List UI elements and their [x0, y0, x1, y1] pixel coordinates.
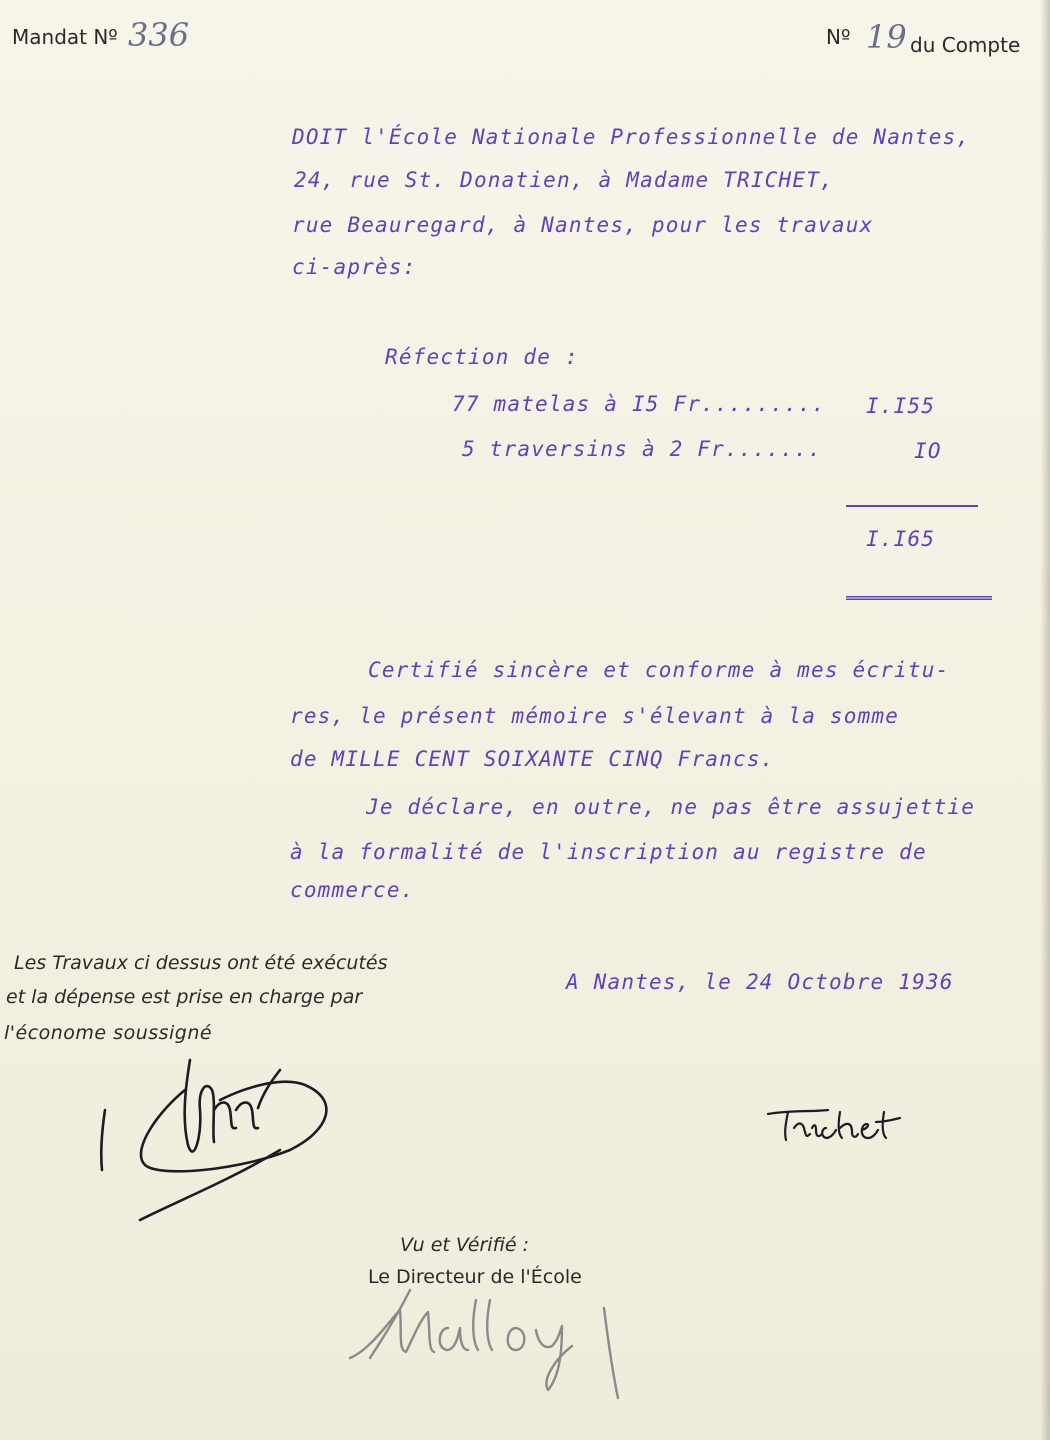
econome-signature	[90, 1030, 350, 1230]
declaration-line-3: commerce.	[290, 878, 415, 902]
work-item-2-description: 5 traversins à 2 Fr.......	[462, 437, 822, 461]
compte-number: 19	[866, 18, 907, 56]
certification-line-2: res, le présent mémoire s'élevant à la somme	[290, 704, 900, 728]
econome-stamp-line-2: et la dépense est prise en charge par	[6, 986, 363, 1008]
certification-line-3: de MILLE CENT SOIXANTE CINQ Francs.	[290, 747, 775, 771]
compte-number-label: Nº	[826, 25, 851, 49]
work-item-2-amount: IO	[914, 439, 942, 463]
mandat-number: 336	[128, 16, 190, 54]
mandat-label: Mandat Nº	[12, 25, 118, 49]
date-line: A Nantes, le 24 Octobre 1936	[566, 970, 954, 994]
verification-stamp-line-2: Le Directeur de l'École	[368, 1266, 582, 1288]
works-heading: Réfection de :	[385, 345, 579, 369]
verification-stamp-line-1: Vu et Vérifié :	[400, 1234, 529, 1256]
declaration-line-2: à la formalité de l'inscription au registre de	[290, 840, 927, 864]
addressee-line-2: 24, rue St. Donatien, à Madame TRICHET,	[294, 168, 834, 192]
declaration-line-1: Je déclare, en outre, ne pas être assujettie	[366, 795, 976, 819]
addressee-line-1: DOIT l'École Nationale Professionnelle de Nantes,	[292, 125, 971, 149]
econome-stamp-line-3: l'économe soussigné	[4, 1022, 213, 1044]
page-edge-shadow	[1040, 0, 1050, 1440]
director-signature	[340, 1280, 660, 1400]
work-item-1-amount: I.I55	[866, 394, 936, 418]
subtotal-rule	[846, 505, 978, 507]
addressee-line-3: rue Beauregard, à Nantes, pour les travaux	[292, 213, 874, 237]
econome-stamp-line-1: Les Travaux ci dessus ont été exécutés	[14, 952, 388, 974]
compte-label: du Compte	[910, 33, 1021, 57]
work-item-1-description: 77 matelas à I5 Fr.........	[452, 392, 826, 416]
addressee-line-4: ci-après:	[292, 255, 417, 279]
supplier-signature	[760, 1100, 920, 1160]
total-double-rule	[846, 596, 992, 600]
works-total: I.I65	[866, 527, 936, 551]
certification-line-1: Certifié sincère et conforme à mes écritu-	[368, 658, 950, 682]
